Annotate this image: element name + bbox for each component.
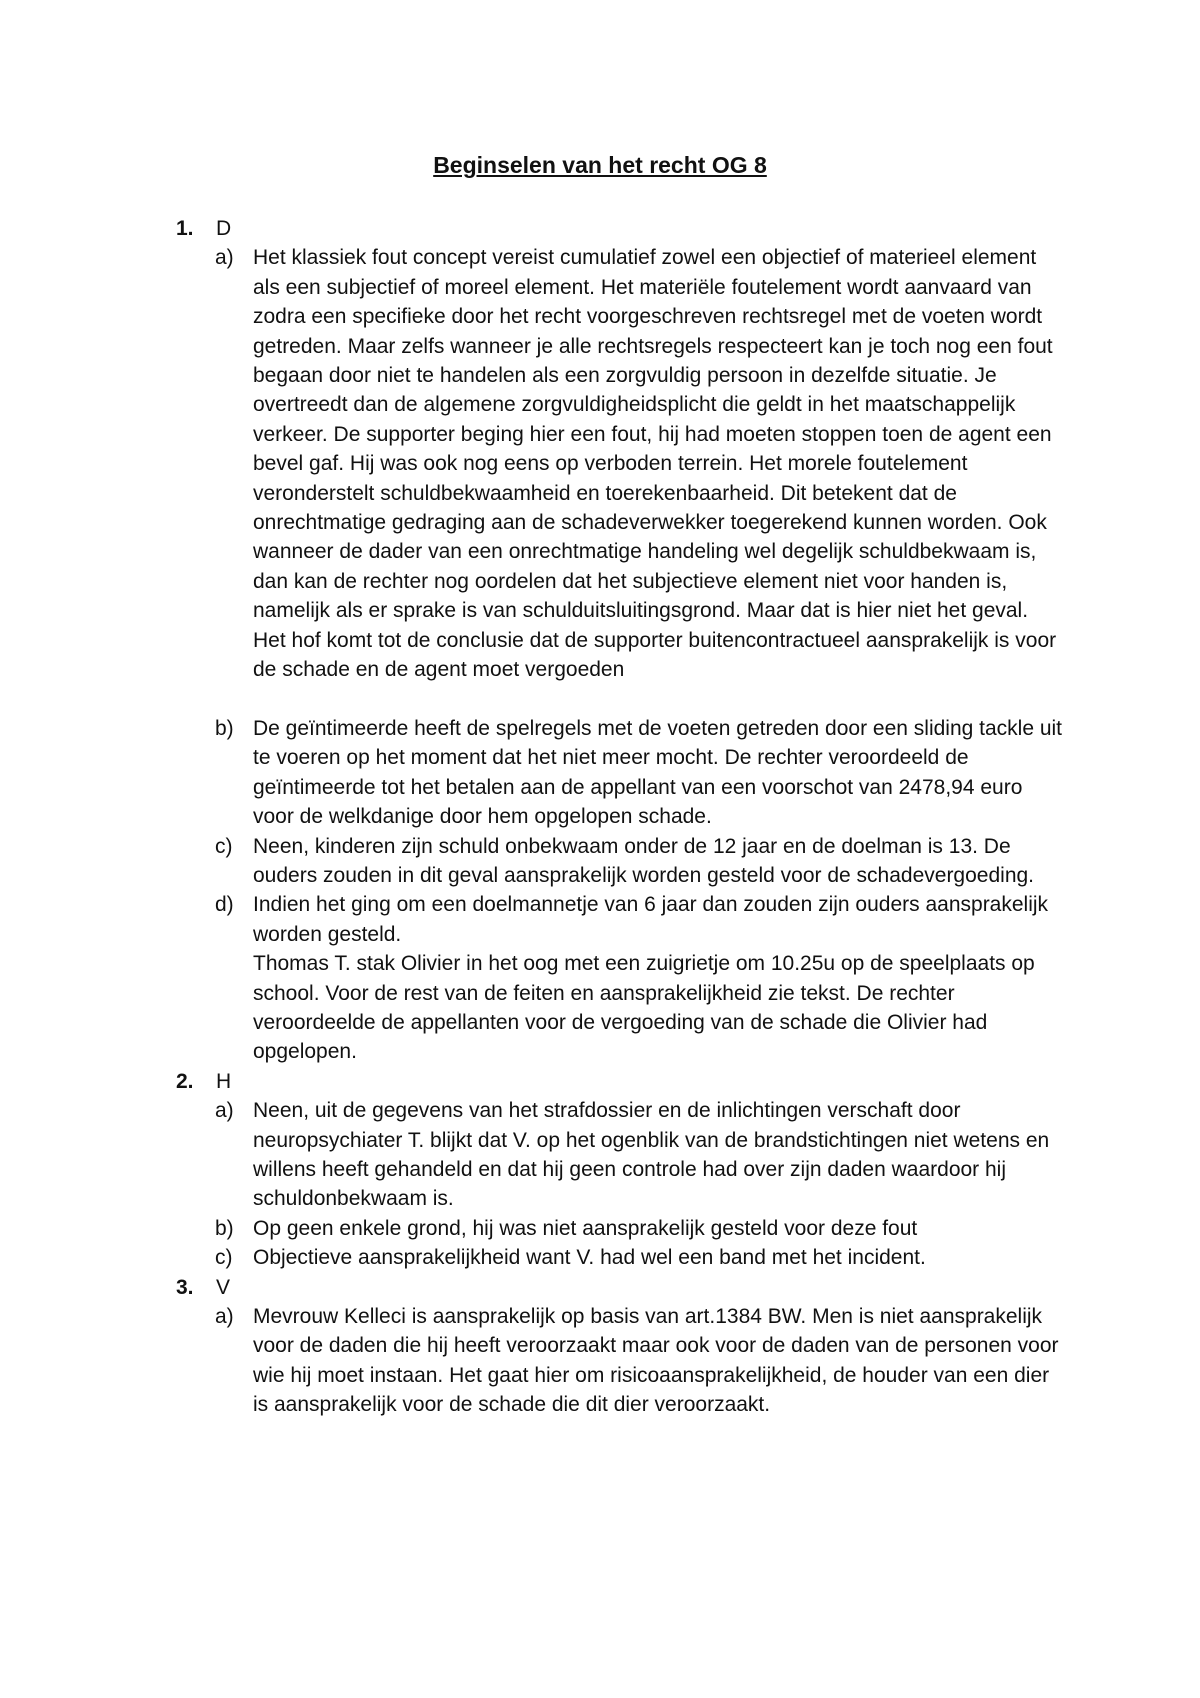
answer-text: Thomas T. stak Olivier in het oog met een zuigrietje om 10.25u op de speelplaats op school. Voor de rest van de feiten en aansprakelijkheid zie tekst. De rechter veroordeelde de appellanten voor de vergoeding van de schade die Olivier had opgelopen. xyxy=(253,952,1035,1064)
answer-text: Neen, uit de gegevens van het strafdossier en de inlichtingen verschaft door neuropsychiater T. blijkt dat V. op het ogenblik van de brandstichtingen niet wetens en willens heeft gehandeld en dat hij geen controle had over zijn daden waardoor hij schuldonbekwaam is. xyxy=(253,1099,1050,1211)
question-number: 2. xyxy=(176,1069,194,1093)
answer-text: Op geen enkele grond, hij was niet aansprakelijk gesteld voor deze fout xyxy=(253,1216,918,1240)
answer-text: Het klassiek fout concept vereist cumulatief zowel een objectief of materieel element als een subjectief of moreel element. Het materiële foutelement wordt aanvaard van zodra een specifieke door het recht voorgeschreven rechtsregel met de voeten wordt getreden. Maar zelfs wanneer je alle rechtsregels respecteert kan je toch nog een fout begaan door niet te handelen als een zorgvuldig persoon in dezelfde situatie. Je overtreedt dan de algemene zorgvuldigheidsplicht die geldt in het maatschappelijk verkeer. De supporter beging hier een fout, hij had moeten stoppen toen de agent een bevel gaf. Hij was ook nog eens op verboden terrein. Het morele foutelement veronderstelt schuldbekwaamheid en toerekenbaarheid. Dit betekent dat de onrechtmatige gedraging aan de schadeverwekker toegerekend kunnen worden. Ook wanneer de dader van een onrechtmatige handeling wel degelijk schuldbekwaam is, dan kan de rechter nog oordelen dat het subjectieve element niet voor handen is, namelijk als er sprake is van schulduitsluitingsgrond. Maar dat is hier niet het geval. Het hof komt tot de conclusie dat de supporter buitencontractueel aansprakelijk is voor de schade en de agent moet vergoeden xyxy=(253,246,1057,682)
question-header xyxy=(0,1067,1200,1096)
document-body xyxy=(0,214,1200,1420)
answer-item xyxy=(0,832,1063,891)
question-number: 3. xyxy=(176,1275,194,1299)
blank-line xyxy=(0,684,1200,713)
answer-text: Neen, kinderen zijn schuld onbekwaam onder de 12 jaar en de doelman is 13. De ouders zouden in dit geval aansprakelijk worden gesteld voor de schadevergoeding. xyxy=(253,834,1035,887)
answer-label: c) xyxy=(215,834,233,858)
answer-text: Mevrouw Kelleci is aansprakelijk op basis van art.1384 BW. Men is niet aansprakelijk voor de daden die hij heeft veroorzaakt maar ook voor de daden van de personen voor wie hij moet instaan. Het gaat hier om risicoaansprakelijkheid, de houder van een dier is aansprakelijk voor de schade die dit dier veroorzaakt. xyxy=(253,1304,1059,1417)
answer-item xyxy=(0,243,1063,684)
question-header xyxy=(0,214,1200,243)
answer-item xyxy=(0,1302,1063,1420)
question-number: 1. xyxy=(176,217,194,240)
question-label: H xyxy=(216,1069,232,1093)
answer-label: a) xyxy=(215,1304,234,1328)
answer-item xyxy=(0,1096,1063,1214)
answer-item xyxy=(0,1243,1063,1272)
answer-label: a) xyxy=(215,246,234,270)
answer-label: a) xyxy=(215,1099,234,1123)
answer-text: Objectieve aansprakelijkheid want V. had wel een band met het incident. xyxy=(253,1246,926,1270)
answer-label: b) xyxy=(215,1216,234,1240)
page-title: Beginselen van het recht OG 8 xyxy=(433,152,767,178)
answer-label: c) xyxy=(215,1246,233,1270)
answer-label: b) xyxy=(215,716,234,740)
answer-item xyxy=(0,714,1063,832)
answer-item xyxy=(0,890,1063,1066)
answer-text: De geïntimeerde heeft de spelregels met de voeten getreden door een sliding tackle uit te voeren op het moment dat het niet meer mocht. De rechter veroordeeld de geïntimeerde tot het betalen aan de appellant van een voorschot van 2478,94 euro voor de welkdanige door hem opgelopen schade. xyxy=(253,716,1063,829)
question-label: D xyxy=(216,217,232,240)
question-label: V xyxy=(216,1275,231,1299)
answer-label: d) xyxy=(215,893,234,917)
answer-text: Indien het ging om een doelmannetje van 6 jaar dan zouden zijn ouders aansprakelijk worden gesteld. xyxy=(253,893,1049,946)
answer-item xyxy=(0,1214,1063,1243)
question-header xyxy=(0,1273,1200,1302)
